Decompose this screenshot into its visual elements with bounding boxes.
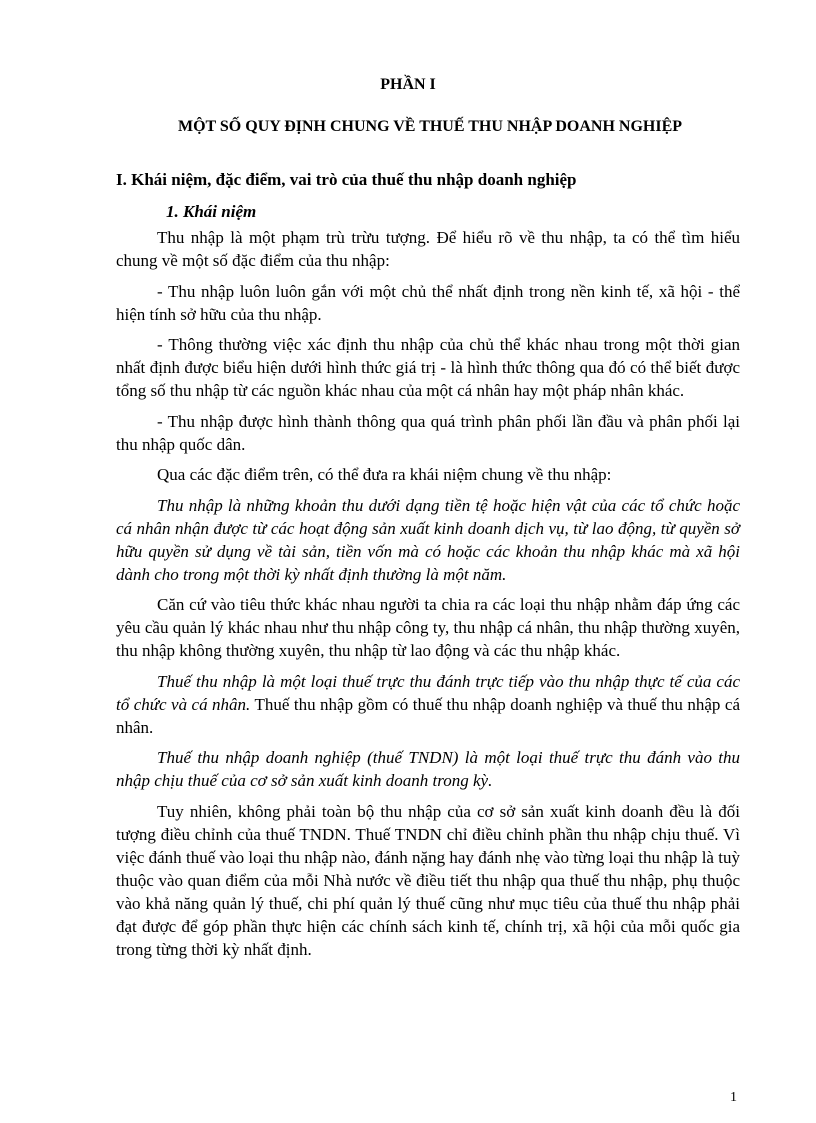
paragraph-income-definition: Thu nhập là những khoản thu dưới dạng tiền tệ hoặc hiện vật của các tổ chức hoặc cá nhân nhận được từ các hoạt động sản xuất kinh doanh dịch vụ, từ lao động, từ quyền sở hữu quyền sử dụng về tài sản, tiền vốn mà có hoặc các khoản thu nhập khác mà xã hội dành cho trong một thời kỳ nhất định thường là một năm. [116,495,740,584]
income-tax-definition: Thuế thu nhập là một loại thuế trực thu đánh trực tiếp vào thu nhập thực tế của các tổ chức và cá nhân. [116,671,740,714]
section-heading: I. Khái niệm, đặc điểm, vai trò của thuế thu nhập doanh nghiệp [116,170,577,189]
document-title: MỘT SỐ QUY ĐỊNH CHUNG VỀ THUẾ THU NHẬP DOANH NGHIỆP [177,118,683,135]
paragraph-point-2: - Thông thường việc xác định thu nhập của chủ thể khác nhau trong một thời gian nhất định được biểu hiện dưới hình thức giá trị - là hình thức thông qua đó có thể biết được tổng số thu nhập từ các nguồn khác nhau của một cá nhân hay một pháp nhân khác. [116,335,740,400]
paragraph-lead-definition: Qua các đặc điểm trên, có thể đưa ra khái niệm chung về thu nhập: [157,465,612,484]
sub-heading: 1. Khái niệm [166,202,257,221]
paragraph-cit-definition: Thuế thu nhập doanh nghiệp (thuế TNDN) là một loại thuế trực thu đánh vào thu nhập chịu thuế của cơ sở sản xuất kinh doanh trong kỳ. [116,748,740,790]
paragraph-income-types: Căn cứ vào tiêu thức khác nhau người ta chia ra các loại thu nhập nhằm đáp ứng các yêu cầu quản lý khác nhau như thu nhập công ty, thu nhập cá nhân, thu nhập thường xuyên, thu nhập không thường xuyên, thu nhập từ lao động và các thu nhập khác. [116,595,740,660]
paragraph-cit-scope: Tuy nhiên, không phải toàn bộ thu nhập của cơ sở sản xuất kinh doanh đều là đối tượng điều chỉnh của thuế TNDN. Thuế TNDN chỉ điều chỉnh phần thu nhập chịu thuế. Vì việc đánh thuế vào loại thu nhập nào, đánh nặng hay đánh nhẹ vào từng loại thu nhập là tuỳ thuộc vào quan điểm của mỗi Nhà nước về điều tiết thu nhập qua thuế thu nhập, phụ thuộc vào khả năng quản lý thuế, chi phí quản lý thuế cũng như mục tiêu của thuế thu nhập phải đạt được để góp phần thực hiện các chính sách kinh tế, chính trị, xã hội của mỗi quốc gia trong từng thời kỳ nhất định. [116,801,740,959]
paragraph-income-tax [116,670,740,739]
income-tax-kinds: Thuế thu nhập gồm có thuế thu nhập doanh nghiệp và thuế thu nhập cá nhân. [116,694,740,737]
document-body [116,226,740,968]
paragraph-point-3: - Thu nhập được hình thành thông qua quá trình phân phối lần đầu và phân phối lại thu nhập quốc dân. [116,411,740,454]
page-number: 1 [730,1090,737,1105]
paragraph-intro: Thu nhập là một phạm trù trừu tượng. Để hiểu rõ về thu nhập, ta có thể tìm hiểu chung về một số đặc điểm của thu nhập: [116,228,740,270]
paragraph-point-1: - Thu nhập luôn luôn gắn với một chủ thể nhất định trong nền kinh tế, xã hội - thể hiện tính sở hữu của thu nhập. [116,281,740,324]
part-title: PHẦN I [380,76,436,93]
